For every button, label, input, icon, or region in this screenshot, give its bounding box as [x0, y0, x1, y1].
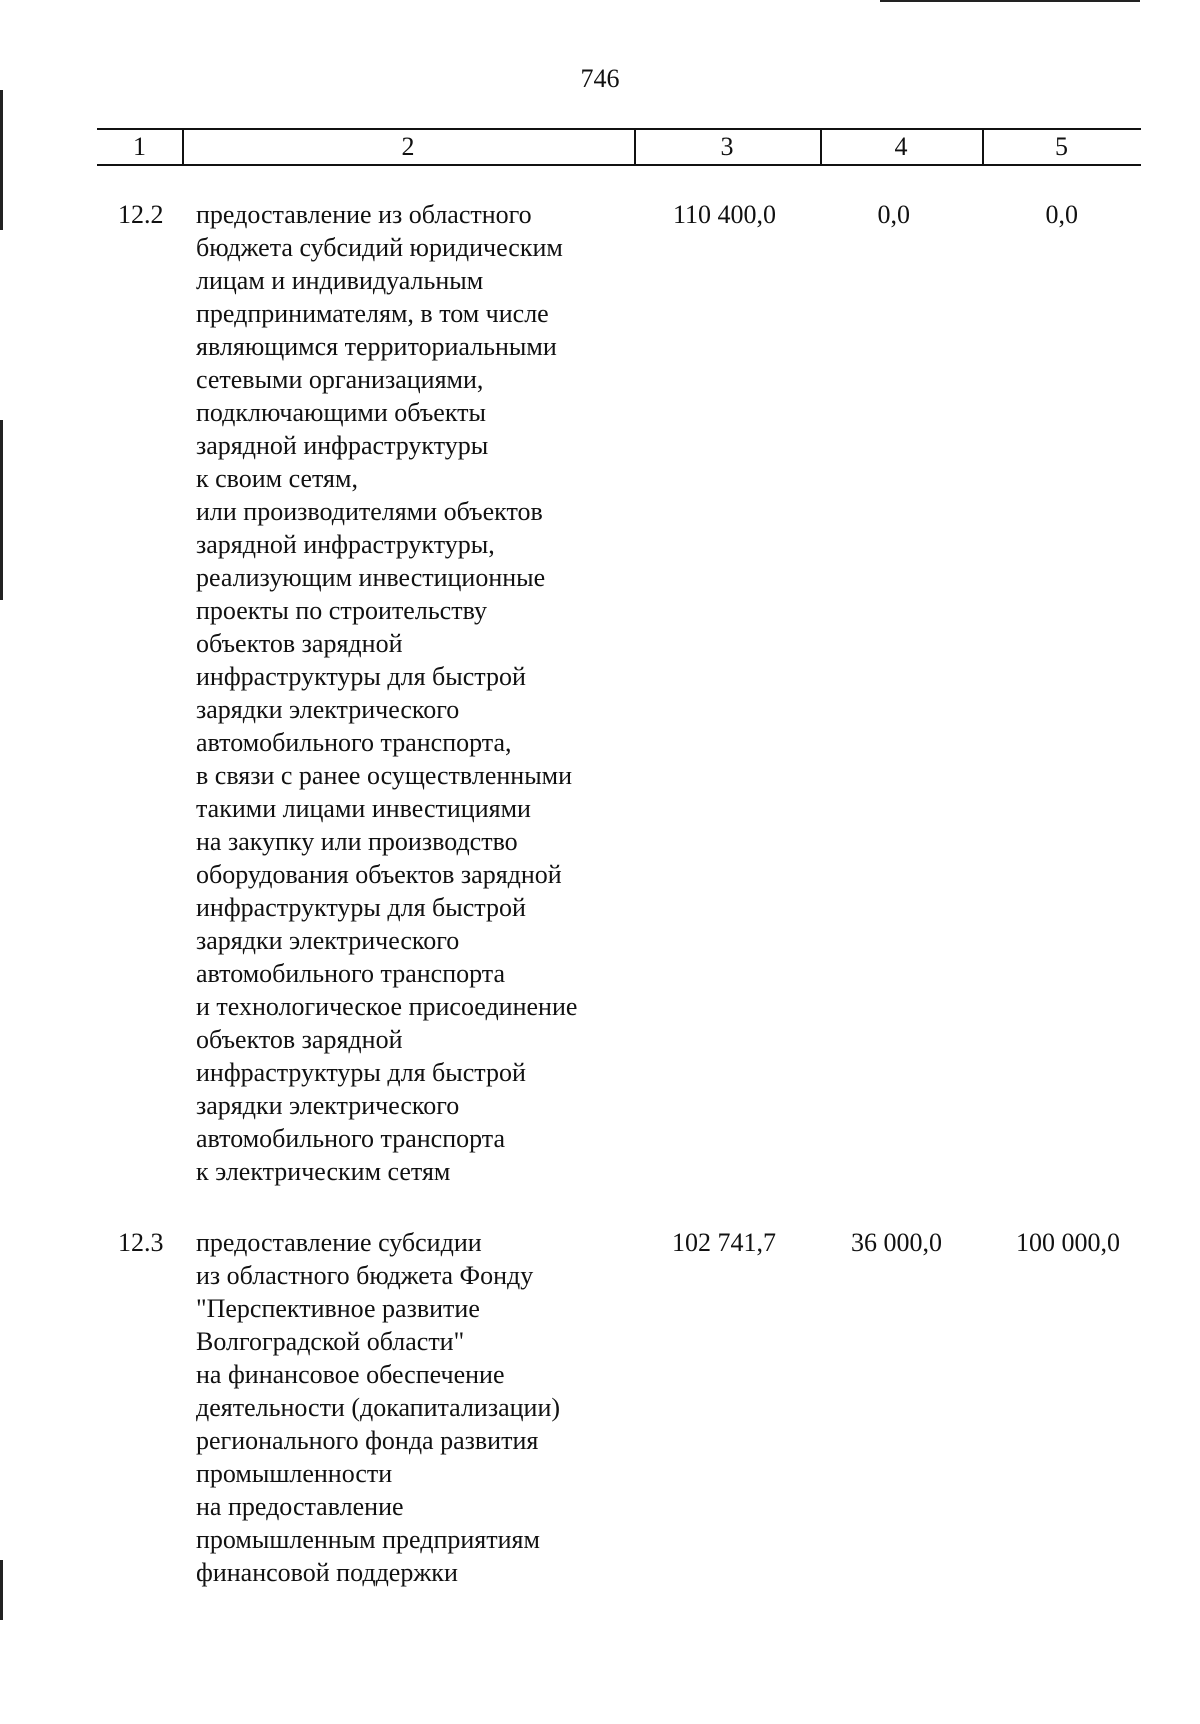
description-line: зарядки электрического — [196, 1091, 460, 1120]
description-line: автомобильного транспорта, — [196, 728, 512, 757]
description-line: "Перспективное развитие — [196, 1294, 480, 1323]
description-line: инфраструктуры для быстрой — [196, 1058, 526, 1087]
description-line: объектов зарядной — [196, 1025, 403, 1054]
description-line: на предоставление — [196, 1492, 404, 1521]
description-line: промышленным предприятиям — [196, 1525, 540, 1554]
description-line: автомобильного транспорта — [196, 1124, 506, 1153]
description-line: Волгоградской области" — [196, 1327, 465, 1356]
column-header-4: 4 — [894, 132, 908, 161]
row-value-col5: 0,0 — [1045, 200, 1078, 229]
row-number: 12.2 — [118, 200, 164, 229]
description-line: оборудования объектов зарядной — [196, 860, 562, 889]
description-line: объектов зарядной — [196, 629, 403, 658]
description-line: и технологическое присоединение — [196, 992, 578, 1021]
description-line: бюджета субсидий юридическим — [196, 233, 563, 262]
description-line: к электрическим сетям — [196, 1157, 451, 1186]
description-line: предоставление из областного — [196, 200, 532, 229]
description-line: к своим сетям, — [196, 464, 358, 493]
description-line: на финансовое обеспечение — [196, 1360, 505, 1389]
row-value-col5: 100 000,0 — [1016, 1228, 1120, 1257]
description-line: зарядки электрического — [196, 695, 460, 724]
row-description — [196, 1226, 646, 1589]
row-value-col4: 0,0 — [877, 200, 910, 229]
description-line: или производителями объектов — [196, 497, 543, 526]
description-line: промышленности — [196, 1459, 393, 1488]
row-description — [196, 198, 646, 1188]
description-line: такими лицами инвестициями — [196, 794, 531, 823]
description-line: сетевыми организациями, — [196, 365, 484, 394]
scan-edge-mark-top-right — [880, 0, 1140, 2]
scan-edge-mark-left-low — [0, 1560, 3, 1620]
table-header-row — [97, 128, 1141, 166]
column-header-5: 5 — [1055, 132, 1068, 161]
description-line: в связи с ранее осуществленными — [196, 761, 573, 790]
row-number: 12.3 — [118, 1228, 164, 1257]
description-line: являющимся территориальными — [196, 332, 557, 361]
description-line: автомобильного транспорта — [196, 959, 506, 988]
description-line: финансовой поддержки — [196, 1558, 458, 1587]
description-line: предоставление субсидии — [196, 1228, 482, 1257]
description-line: зарядной инфраструктуры — [196, 431, 489, 460]
description-line: инфраструктуры для быстрой — [196, 893, 526, 922]
row-value-col3: 110 400,0 — [672, 200, 776, 229]
description-line: реализующим инвестиционные — [196, 563, 546, 592]
row-value-col4: 36 000,0 — [851, 1228, 942, 1257]
row-value-col3: 102 741,7 — [672, 1228, 776, 1257]
description-line: на закупку или производство — [196, 827, 518, 856]
description-line: подключающими объекты — [196, 398, 486, 427]
description-line: из областного бюджета Фонду — [196, 1261, 534, 1290]
scan-edge-mark-left-top — [0, 90, 3, 230]
description-line: регионального фонда развития — [196, 1426, 539, 1455]
page-number: 746 — [580, 64, 620, 93]
description-line: проекты по строительству — [196, 596, 487, 625]
column-header-2: 2 — [401, 132, 415, 161]
description-line: предпринимателям, в том числе — [196, 299, 549, 328]
description-line: лицам и индивидуальным — [196, 266, 484, 295]
description-line: инфраструктуры для быстрой — [196, 662, 526, 691]
scan-edge-mark-left-mid — [0, 420, 3, 600]
description-line: зарядки электрического — [196, 926, 460, 955]
column-header-3: 3 — [720, 132, 734, 161]
description-line: зарядной инфраструктуры, — [196, 530, 495, 559]
description-line: деятельности (докапитализации) — [196, 1393, 561, 1422]
column-header-1: 1 — [133, 132, 146, 161]
